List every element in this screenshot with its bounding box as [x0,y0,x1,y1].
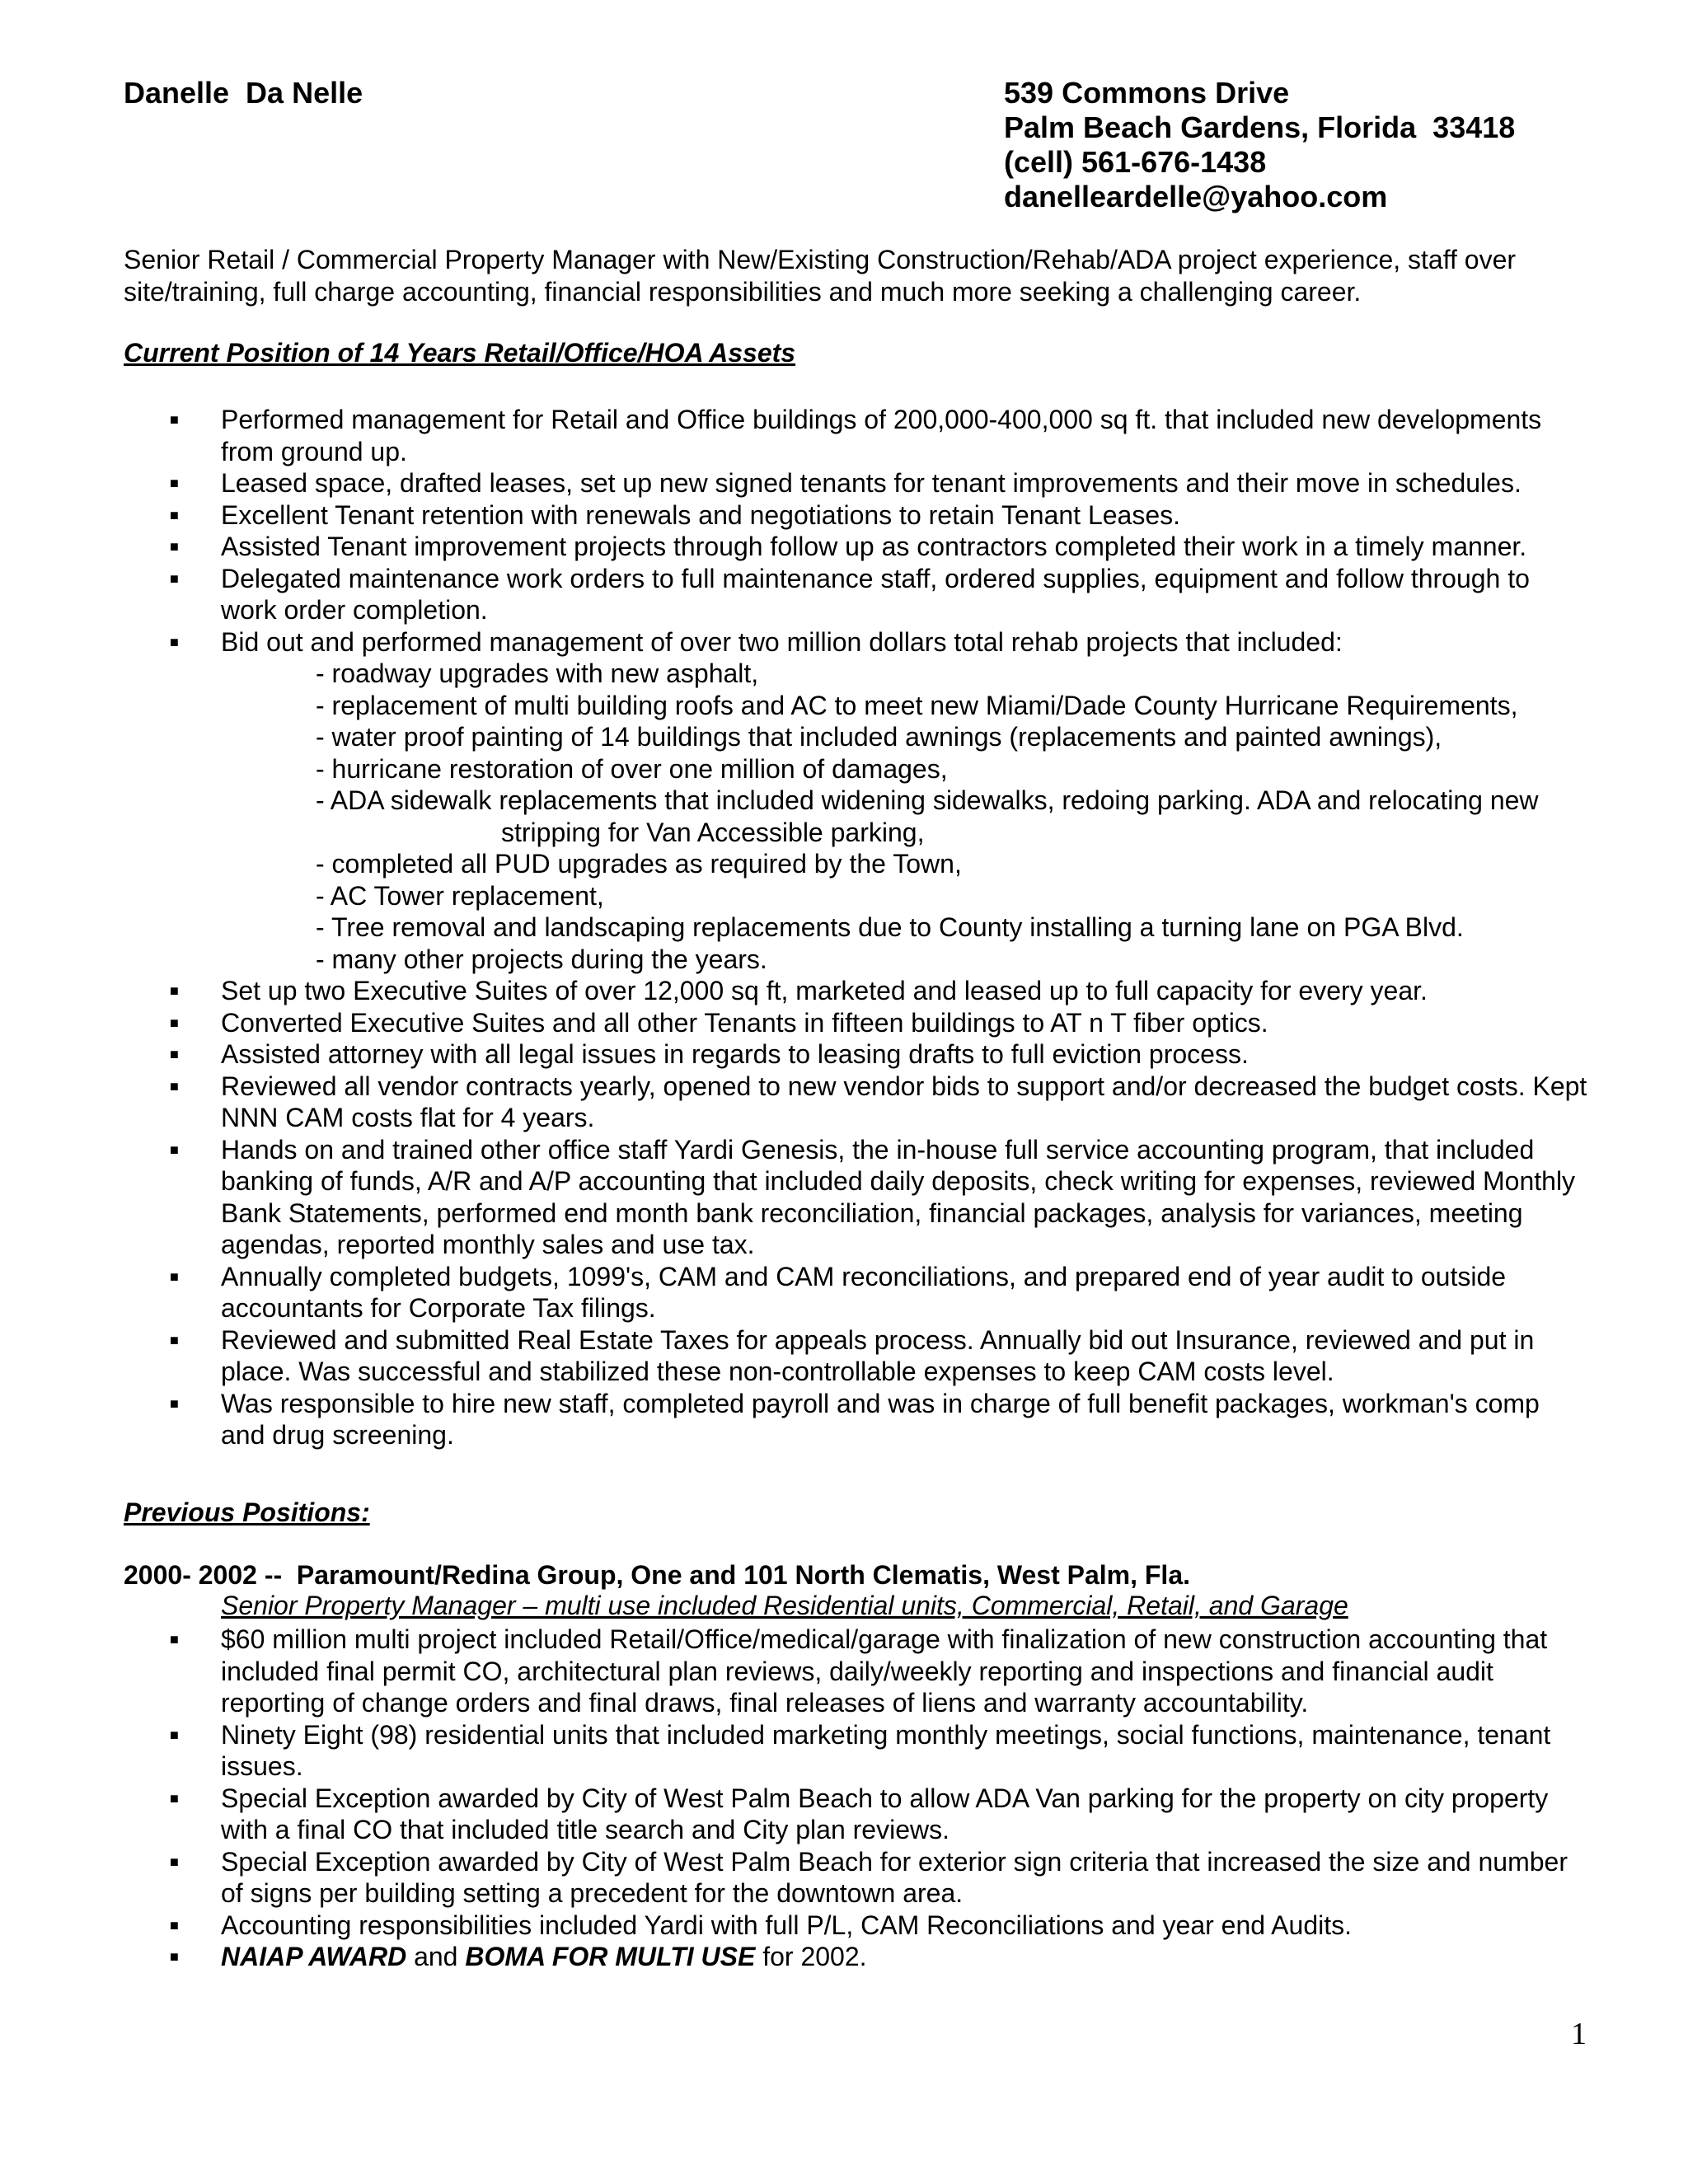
list-item: ■ Set up two Executive Suites of over 12,000 sq ft, marketed and leased up to full capacity for every year. [170,976,1428,1005]
award-name: NAIAP AWARD [221,1942,407,1971]
square-bullet-icon: ■ [170,1394,179,1412]
rehab-project-list [221,658,1591,975]
address-line-2: Palm Beach Gardens, Florida 33418 [1004,110,1516,144]
list-item: ■ Special Exception awarded by City of West Palm Beach for exterior sign criteria that increased the size and number of signs per building setting a precedent for the downtown area. [170,1846,1568,1908]
sub-list-item: - Tree removal and landscaping replacements due to County installing a turning lane on PGA Blvd. [316,912,1464,942]
square-bullet-icon: ■ [170,1268,179,1285]
square-bullet-icon: ■ [170,982,179,999]
list-item: ■ Excellent Tenant retention with renewals and negotiations to retain Tenant Leases. [170,499,1181,530]
square-bullet-icon: ■ [170,1077,179,1094]
previous-positions-heading: Previous Positions: [124,1497,370,1527]
sub-list-item: - completed all PUD upgrades as required by the Town, [316,849,962,879]
list-item: ■ Was responsible to hire new staff, completed payroll and was in charge of full benefit packages, workman's comp and drug screening. [170,1388,1540,1450]
award-name: BOMA FOR MULTI USE [465,1942,756,1971]
list-item: ■ Bid out and performed management of over two million dollars total rehab projects that included: - roadway upgrades with new asphalt, - replacement of multi building roofs and AC to meet new Miami/Dade County Hurricane Requirements, - water proof painting of 14 buildings that included awnings (replacements and painted awnings), - hurricane restoration of over one million of damages, - ADA sidewalk replacements that included widening sidewalks, redoing parking. ADA and relocating new stripping for Van Accessible parking, - completed all PUD upgrades as required by the Town, - AC Tower replacement, - Tree removal and landscaping replacements due to County installing a turning lane on PGA Blvd. - many other projects during the years. [124,626,1591,976]
contact-block [1004,76,1515,214]
square-bullet-icon: ■ [170,569,179,587]
sub-list-item: - ADA sidewalk replacements that included widening sidewalks, redoing parking. ADA and relocating new stripping for Van Accessible parking, [221,785,1591,848]
address-line-1: 539 Commons Drive [1004,76,1290,110]
current-position-heading: Current Position of 14 Years Retail/Office/HOA Assets [124,338,796,368]
sub-list-item: - hurricane restoration of over one million of damages, [316,753,948,784]
square-bullet-icon: ■ [170,538,179,555]
sub-list-item: - roadway upgrades with new asphalt, [316,658,759,688]
list-item: ■ Assisted Tenant improvement projects through follow up as contractors completed their work in a timely manner. [170,532,1527,561]
square-bullet-icon: ■ [170,1916,179,1933]
sub-list-item: - replacement of multi building roofs and AC to meet new Miami/Dade County Hurricane Requirements, [316,690,1518,720]
applicant-name: Danelle Da Nelle [124,76,363,110]
list-item: ■ Hands on and trained other office staff Yardi Genesis, the in-house full service accounting program, that included banking of funds, A/R and A/P accounting that included daily deposits, check writing for expenses, reviewed Monthly Bank Statements, performed end month bank reconciliation, financial packages, analysis for variances, meeting agendas, reported monthly sales and use tax. [170,1134,1576,1259]
list-item: ■ Reviewed all vendor contracts yearly, opened to new vendor bids to support and/or decreased the budget costs. Kept NNN CAM costs flat for 4 years. [170,1071,1587,1132]
square-bullet-icon: ■ [170,1046,179,1062]
list-item: ■ Accounting responsibilities included Yardi with full P/L, CAM Reconciliations and year end Audits. [170,1910,1352,1940]
square-bullet-icon: ■ [170,1726,179,1743]
previous-position-list [124,1624,1591,1973]
square-bullet-icon: ■ [170,1014,179,1031]
email-address: danelleardelle@yahoo.com [1004,180,1388,213]
job-title: 2000- 2002 -- Paramount/Redina Group, One and 101 North Clematis, West Palm, Fla. [124,1560,1190,1590]
square-bullet-icon: ■ [170,1789,179,1807]
square-bullet-icon: ■ [170,1853,179,1870]
list-item: ■ Assisted attorney with all legal issues in regards to leasing drafts to full eviction process. [170,1039,1249,1069]
summary-paragraph: Senior Retail / Commercial Property Manager with New/Existing Construction/Rehab/ADA project experience, staff over site/training, full charge accounting, financial responsibilities and much more seeking a challenging career. [124,245,1517,307]
list-item: ■ Special Exception awarded by City of West Palm Beach to allow ADA Van parking for the property on city property with a final CO that included title search and City plan reviews. [170,1783,1549,1844]
square-bullet-icon: ■ [170,506,179,523]
list-item: ■ Reviewed and submitted Real Estate Taxes for appeals process. Annually bid out Insurance, reviewed and put in place. Was successful and stabilized these non-controllable expenses to keep CAM costs level. [170,1324,1535,1386]
square-bullet-icon: ■ [170,1631,179,1647]
list-item: ■ Annually completed budgets, 1099's, CAM and CAM reconciliations, and prepared end of year audit to outside accountants for Corporate Tax filings. [170,1261,1507,1323]
sub-list-item: - many other projects during the years. [316,944,767,974]
square-bullet-icon: ■ [170,1331,179,1348]
sub-list-item-continuation: stripping for Van Accessible parking, [501,817,925,847]
list-item: ■ $60 million multi project included Retail/Office/medical/garage with finalization of new construction accounting that included final permit CO, architectural plan reviews, daily/weekly reporting and inspections and financial audit reporting of change orders and final draws, final releases of liens and warranty accountability. [170,1624,1548,1718]
list-item: ■ Leased space, drafted leases, set up new signed tenants for tenant improvements and their move in schedules. [170,468,1522,498]
square-bullet-icon: ■ [170,1948,179,1965]
square-bullet-icon: ■ [170,1141,179,1158]
current-position-list [124,404,1591,1451]
square-bullet-icon: ■ [170,633,179,650]
job-role: Senior Property Manager – multi use included Residential units, Commercial, Retail, and Garage [221,1591,1348,1620]
list-item: ■ NAIAP AWARD and BOMA FOR MULTI USE for 2002. [170,1942,867,1971]
list-item: ■ Delegated maintenance work orders to full maintenance staff, ordered supplies, equipment and follow through to work order completion. [170,563,1530,625]
list-item: ■ Ninety Eight (98) residential units that included marketing monthly meetings, social functions, maintenance, tenant issues. [170,1719,1551,1781]
list-item: ■ Performed management for Retail and Office buildings of 200,000-400,000 sq ft. that included new developments from ground up. [170,405,1542,466]
square-bullet-icon: ■ [170,411,179,428]
page-number: 1 [1571,2017,1587,2051]
list-item: ■ Converted Executive Suites and all other Tenants in fifteen buildings to AT n T fiber optics. [170,1007,1268,1038]
sub-list-item: - water proof painting of 14 buildings that included awnings (replacements and painted awnings), [316,722,1442,752]
square-bullet-icon: ■ [170,475,179,491]
phone-number: (cell) 561-676-1438 [1004,145,1267,179]
sub-list-item: - AC Tower replacement, [316,880,604,911]
